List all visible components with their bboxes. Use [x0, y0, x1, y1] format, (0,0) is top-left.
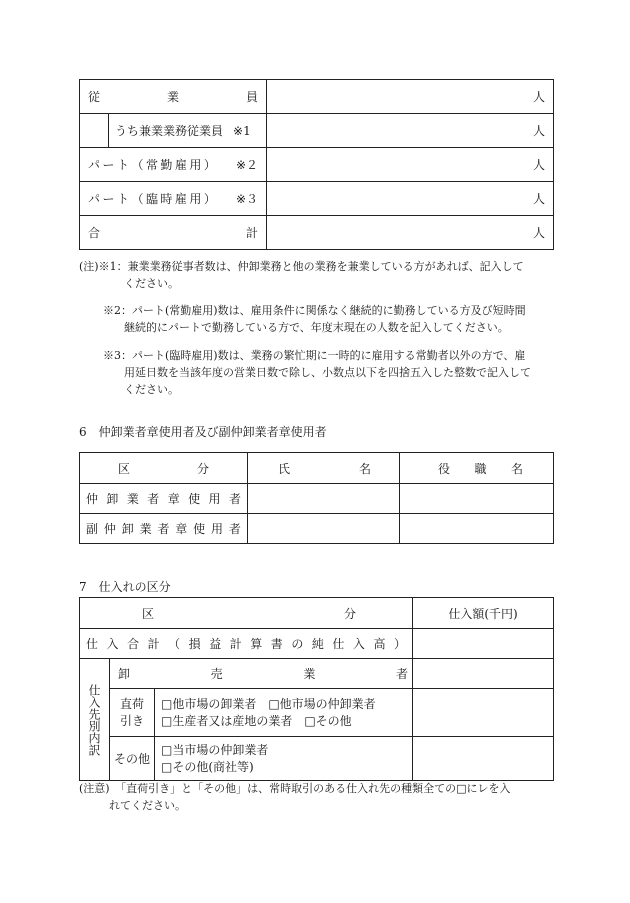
label-char: ト — [116, 192, 129, 206]
label-char: 区 — [118, 461, 131, 476]
label-char: 使 — [188, 492, 201, 506]
label-char: 常 — [145, 158, 158, 172]
label-char: 従 — [88, 90, 101, 104]
row-sub-badge-user-label — [80, 514, 248, 544]
label-char: 勤 — [160, 158, 173, 172]
header-kubun-7 — [80, 598, 413, 629]
label-char: ） — [393, 637, 406, 651]
label-char: 仕 — [86, 637, 99, 651]
label-char: 計 — [246, 226, 259, 240]
label-char: 役 — [438, 461, 451, 476]
header-kubun — [80, 453, 248, 484]
row-employees-label — [80, 80, 267, 114]
label-char: パ — [88, 158, 101, 172]
label-char: 者 — [395, 667, 408, 681]
label-char: パ — [88, 192, 101, 206]
note-3: ※3：パート(臨時雇用)数は、業務の繁忙期に一時的に雇用する常勤者以外の方で、雇 用延日数を当該年度の営業日数で除し、小数点以下を四捨五入した整数で記入して ください。 — [103, 349, 531, 396]
row-sub-badge-user-title[interactable] — [400, 514, 554, 544]
label-char: 卸 — [121, 522, 134, 536]
row-wholesaler-input[interactable] — [413, 659, 554, 689]
label-char: 卸 — [106, 492, 119, 506]
purchase-table — [79, 597, 554, 781]
section-6-heading: 6 仲卸業者章使用者及び副仲卸業者章使用者 — [79, 425, 327, 439]
label-char: 職 — [474, 461, 487, 476]
label-char: 用 — [211, 522, 224, 536]
label-char: 用 — [189, 158, 202, 172]
label-char: ） — [203, 192, 216, 206]
header-amount: 仕入額(千円) — [413, 598, 554, 629]
label-char: ー — [102, 192, 115, 206]
label-char: 計 — [229, 637, 242, 651]
label-char: （ — [131, 158, 144, 172]
label-char: 入 — [106, 637, 119, 651]
header-shimei — [248, 453, 400, 484]
row-part-temp-input[interactable]: 人 — [267, 182, 554, 216]
row-purchase-total-label — [80, 629, 413, 659]
row-side-business-input[interactable]: 人 — [267, 114, 554, 148]
row-side-business-label: うち兼業業務従業員 ※1 — [109, 114, 267, 148]
row-direct-options[interactable]: □他市場の卸業者 □他市場の仲卸業者 □生産者又は産地の業者 □その他 — [155, 689, 413, 737]
label-char: 分 — [344, 606, 357, 621]
indent-cell — [80, 114, 109, 148]
label-char: （ — [131, 192, 144, 206]
label-char: 業 — [139, 522, 152, 536]
label-char: 書 — [270, 637, 283, 651]
label-char: 者 — [157, 522, 170, 536]
label-char: 仲 — [103, 522, 116, 536]
row-part-regular-input[interactable]: 人 — [267, 148, 554, 182]
label-char: 時 — [160, 192, 173, 206]
row-other-options[interactable]: □当市場の仲卸業者 □その他(商社等) — [155, 737, 413, 781]
row-badge-user-title[interactable] — [400, 484, 554, 514]
label-char: 用 — [208, 492, 221, 506]
header-yakushoku — [400, 453, 554, 484]
badge-user-table — [79, 452, 554, 544]
label-char: 計 — [147, 637, 160, 651]
side-label-breakdown: 仕入先別内訳 — [80, 659, 110, 781]
label-char: 雇 — [174, 192, 187, 206]
note-1: (注)※1：兼業業務従事者数は、仲卸業務と他の業務を兼業している方があれば、記入して ください。 — [79, 260, 524, 290]
row-wholesaler-label — [110, 659, 413, 689]
section-7-heading: 7 仕入れの区分 — [79, 580, 171, 594]
label-char: 者 — [228, 522, 241, 536]
label-char: 章 — [175, 522, 188, 536]
row-total-label — [80, 216, 267, 250]
label-char: 入 — [352, 637, 365, 651]
label-char: 算 — [250, 637, 263, 651]
row-part-temp-label: パ ー ト （ 臨 時 雇 用 ） ※３ — [80, 182, 267, 216]
label-char: 業 — [126, 492, 139, 506]
label-char: 仲 — [86, 492, 99, 506]
row-sub-badge-user-name[interactable] — [248, 514, 400, 544]
label-char: 益 — [209, 637, 222, 651]
label-char: 仕 — [332, 637, 345, 651]
label-char: 員 — [246, 90, 259, 104]
label-char: 氏 — [278, 461, 291, 476]
row-badge-user-label — [80, 484, 248, 514]
row-other-label: その他 — [110, 737, 155, 781]
row-direct-input[interactable] — [413, 689, 554, 737]
label-char: 者 — [147, 492, 160, 506]
note-2: ※2：パート(常勤雇用)数は、雇用条件に関係なく継続的に勤務している方及び短時間 継続的にパートで勤務している方で、年度末現在の人数を記入してください。 — [103, 304, 526, 334]
row-other-input[interactable] — [413, 737, 554, 781]
row-part-regular-label: パ ー ト （ 常 勤 雇 用 ） ※２ — [80, 148, 267, 182]
label-char: 名 — [510, 461, 523, 476]
row-badge-user-name[interactable] — [248, 484, 400, 514]
label-char: 名 — [358, 461, 371, 476]
label-char: 合 — [88, 226, 101, 240]
employee-table — [79, 79, 554, 250]
row-total-input[interactable]: 人 — [267, 216, 554, 250]
label-char: 者 — [228, 492, 241, 506]
row-purchase-total-input[interactable] — [413, 629, 554, 659]
row-direct-label: 直荷 引き — [110, 689, 155, 737]
label-char: 臨 — [145, 192, 158, 206]
label-char: 高 — [373, 637, 386, 651]
label-char: 卸 — [118, 667, 131, 681]
label-char: 雇 — [174, 158, 187, 172]
label-char: 区 — [142, 606, 155, 621]
label-char: 使 — [193, 522, 206, 536]
label-char: ー — [102, 158, 115, 172]
label-char: 副 — [86, 522, 99, 536]
label-char: 合 — [127, 637, 140, 651]
label-char: 章 — [167, 492, 180, 506]
label-char: 業 — [167, 90, 180, 104]
label-char: 売 — [210, 667, 223, 681]
label-char: 純 — [311, 637, 324, 651]
label-char: ） — [203, 158, 216, 172]
label-char: 用 — [189, 192, 202, 206]
label-char: 損 — [188, 637, 201, 651]
label-char: （ — [168, 637, 181, 651]
label-char: の — [291, 637, 304, 651]
label-char: ト — [116, 158, 129, 172]
label-char: 業 — [303, 667, 316, 681]
label-char: 分 — [196, 461, 209, 476]
purchase-note: (注意) 「直荷引き」と「その他」は、常時取引のある仕入れ先の種類全ての□にレを入 れてください。 — [79, 782, 511, 812]
row-employees-input[interactable]: 人 — [267, 80, 554, 114]
